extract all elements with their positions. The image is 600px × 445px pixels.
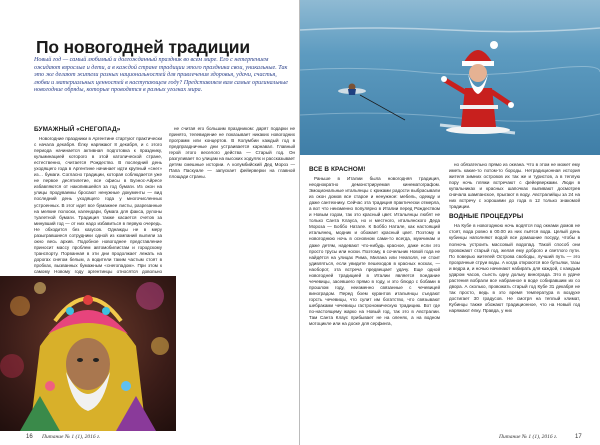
column-b-body: [169, 126, 295, 180]
section-heading-all-in-red: ВСЕ В КРАСНОМ!: [309, 166, 366, 173]
carnival-figure-photo: [0, 276, 176, 431]
santa-surfing-photo: [300, 0, 600, 155]
lead-text: Новый год — самый любимый и долгожданный праздник во всем мире. Его с нетерпением ожидают взрослые и дети, а в каждой стране традиции этого праздника свои, уникальные. Так это же делают жители разных национальностей для привлечения здоровья, удачи, счастья, любви и материальных ценностей в наступающем году? Представляем вам самые оригинальные новогодние обряды, которые проводятся в разных уголках мира.: [34, 57, 288, 94]
page-title: По новогодней традиции: [36, 37, 250, 57]
magazine-issue-right: Питание № 1 (1), 2016 г.: [499, 434, 558, 440]
magazine-issue-left: Питание № 1 (1), 2016 г.: [42, 434, 101, 440]
right-page: [300, 0, 600, 445]
right-footer: [300, 432, 600, 445]
column-a-body: [34, 136, 162, 281]
carnival-photo-illustration: [0, 276, 176, 431]
column-d: [449, 162, 580, 314]
column-d-body-2: [449, 223, 580, 314]
column-d-text-2: На Кубе в новогоднюю ночь водятся под окнами домов не стоят, вода ровно в 00.00 из них льётся вода. Целый день кубинцы наполняют водой все домашние посуду, чтобы в полночь устроить массовый водопад. Такой способ они провожают старый год, желая ему доброго и светлого пути. По поверью жителей Острова свободы, лучший путь — это прозрачные струи воды. А когда откроются все бутылки, тазы и ведра и, и ночью начинают набирать для каждой, с каждым ударом часов, съесть одну дольку винограда. Это в удаче растения вобрали все набранное в воде собиравшим их со двора. А сколько, провожать старый год Кубе 31 декабря не так просто, ведь в это время температура в воздухе достигает 30 градусов. Не смотря на теплый климат, Кубинцы также обожают традиционное, что на Новый год наряжают ёлку. Правда, у них: [449, 223, 580, 314]
column-c-text: Раньше в Италии была новогодняя традиция, неоднократно демонстрируемая кинематографом. Эмоциональные итальянцы с криками радости выбрасывали из окон домов все старое и ненужное: мебель, одежду и даже сантехнику. Сейчас эта традиция практически отмерла, а вот что неизменно популярно в Италии перед Рождеством и Новым годом, так это красный цвет. Итальянцы любят не только Санта Клауса, но и местного, итальянского Деда Мороза — Боббо Натале. К Боббо Натале, как настоящий итальянец, модник и обожает красный цвет. Поэтому в новогоднюю ночь в основном сами-то всегда, мужчинам и даже детям, надевают что-нибудь красное, даже если это просто трусы или носки. Поэтому, в сочельник Новой года не найдётся на улицах Рима, Милана или Неаполя, не стоит удивляться, если увидите пешеходов в красных носках, — наоборот, эта встреча предвещает удачу. Еще одной новогодней традицией в Италии является поедание чечевицы, засевшего прямо в году, и это блюдо с бобами в прошлом году, неизменно связанные с чечевицей виноградом. Перед боем курантов итальянцы съедают горсть чечевицы, что сулит им богатство, что связывают шебраками чечевицы гастрономическую традицию. Вот где по-настоящему жарко на Новый год, так это в Австралии. Там Санта Клаус прибывает не на оленях, а на водном мотоцикле или на доске для серфинга,: [309, 176, 440, 327]
section-heading-water-procedures: ВОДНЫЕ ПРОЦЕДУРЫ: [449, 213, 524, 221]
column-a: [34, 126, 162, 281]
column-c-body: [309, 176, 440, 327]
column-c: [309, 166, 440, 327]
santa-surfing-illustration: [300, 0, 600, 155]
left-footer: [0, 432, 300, 445]
page-number-left: 16: [26, 434, 33, 440]
column-b: [169, 126, 295, 180]
column-b-text: не считая его большим праздником: дарят подарки не принято, телевидение не показывает никаких новогодних программ или концертов. В Колумбии каждый год в предпраздничные дни устраивается карнавал. Главный герой этого веселого действа — Старый год. Он разгуливает по улицам на высоких ходулях и рассказывает детям смешные истории. А колумбийский Дед Мороз — Папа Паскуале — запускает фейерверки на главной площади страны.: [169, 126, 295, 180]
column-a-text: Новогодние праздники в Аргентине стартуют практически с начала декабря. Ёлку наряжают 8 декабря, и с этого периода начинается активная подготовка к празднику, кульминацией которого в этой католической стране, естественно, считается Рождество. В последний день уходящего года в Аргентине начинает идти крупный «снег» из… бумаги. Согласно традиции, которая соблюдается уже не первое десятилетие, все офисы в Буэнос-Айресе избавляются от накопившейся за год бумаги. Из окон на улицы продуваемы бросают ненужные документы — вид последний день уходящего года у многочисленных устроенных. В этот идет все бумажнее листы, разрезанные на мелкие полоски, календари, бумага для факса, рулоны туалетной бумаги. Традиция также касается счетов за минувший год — от них надо избавиться в первую очередь. Не обходится без казусов. Однажды не в меру разыгравшиеся сотрудники одной из компаний вылили за окно весь архив. Подобное новогоднее представление приносит массу проблем автомобилистам и городскому транспорту. Порванная в эти дни продолжает лежать на дорогах снегом белым, а водители таким частым стоят в пробках, вызванных бумажным «снегопадом». При этом к самому Новому году аргентинцы относятся довольно: [34, 136, 162, 275]
page-number-right: 17: [575, 434, 582, 440]
lead-paragraph: [34, 57, 289, 95]
column-d-body-1: [449, 162, 580, 210]
column-d-text-1: но обязательно прямо из океана. Что в этом не может ему иметь какие-то потом-то бороды. Нетрадиционная история жителя зимних островов их так же и туристов, а в теплую пору ночь пляжи встречают с фейерверками. Люди в купальниках и красных шапочках выпивают досмотрев сначала шампанское, прыгают в воду. Австралийцы за 24 на них встречу с хорошими до года в 12 только знакомой традиции.: [449, 162, 580, 210]
section-heading-paper-snow: БУМАЖНЫЙ «СНЕГОПАД»: [34, 126, 121, 133]
